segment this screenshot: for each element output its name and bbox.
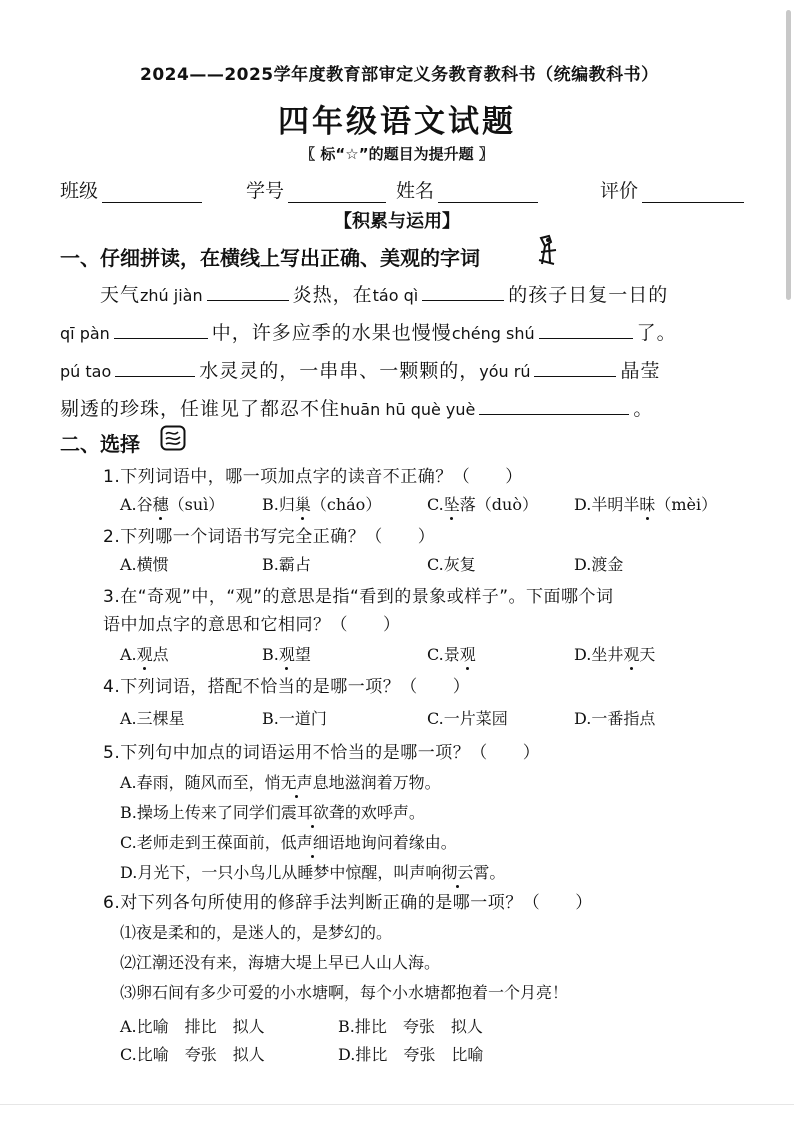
- q5-c-pre: C.老师走到王葆面前，: [120, 833, 281, 852]
- section-title: 【积累与运用】: [334, 211, 460, 232]
- q3-b-pre: B.: [262, 645, 279, 664]
- q4-option-d[interactable]: D.一番指点: [574, 709, 656, 728]
- q3-option-a[interactable]: [120, 642, 169, 665]
- q3-b-post: 望: [294, 645, 311, 664]
- answer-blank-1[interactable]: [207, 281, 289, 301]
- q1-option-c[interactable]: [427, 492, 538, 515]
- student-info-row: [60, 176, 750, 206]
- line3-text-b: 晶莹: [620, 360, 661, 382]
- answer-blank-5[interactable]: [115, 357, 195, 377]
- q1-option-b[interactable]: [262, 492, 381, 515]
- page-title: 四年级语文试题: [278, 104, 516, 140]
- q1-a-pre: A.谷: [120, 495, 153, 514]
- answer-blank-4[interactable]: [539, 319, 633, 339]
- q2-option-c[interactable]: C.灰复: [427, 555, 476, 574]
- line1-text-b: 炎热，在: [292, 284, 373, 306]
- pencil-icon: [536, 234, 562, 268]
- q5-a-pre: A.春雨，随风而至，: [120, 773, 265, 792]
- series-title: 2024——2025学年度教育部审定义务教育教科书（统编教科书）: [140, 65, 659, 85]
- q5-d-post: 。: [489, 863, 506, 882]
- part1-line3: [60, 356, 660, 383]
- q6-sentence-3: ⑶卵石间有多少可爱的小水塘啊，每个小水塘都抱着一个月亮！: [120, 983, 569, 1002]
- q3-option-c[interactable]: [427, 642, 476, 665]
- page-divider: [0, 1104, 794, 1105]
- class-blank[interactable]: [102, 181, 202, 203]
- q1-a-dotted: 穗: [153, 492, 169, 515]
- line2-text-a: 中，许多应季的水果也慢慢: [211, 322, 452, 344]
- q2-option-b[interactable]: B.霸占: [262, 555, 311, 574]
- question-3-stem-line2: 语中加点字的意思和它相同？（ ）: [103, 615, 401, 635]
- pinyin-huanhuqueyue: huān hū què yuè: [340, 400, 476, 419]
- question-4-stem: 4.下列词语，搭配不恰当的是哪一项？（ ）: [103, 677, 471, 697]
- q5-a-dotted: 悄无声息: [265, 770, 329, 793]
- q3-option-b[interactable]: [262, 642, 311, 665]
- q5-c-dotted: 低声细语: [281, 830, 345, 853]
- line3-text-a: 水灵灵的，一串串、一颗颗的，: [199, 360, 480, 382]
- answer-blank-6[interactable]: [534, 357, 616, 377]
- part1-line4: [60, 394, 653, 421]
- number-field[interactable]: [246, 176, 386, 203]
- q1-option-a[interactable]: [120, 492, 224, 515]
- q1-option-d[interactable]: [574, 492, 717, 515]
- q6-sentence-1: ⑴夜是柔和的，是迷人的，是梦幻的。: [120, 923, 393, 942]
- q5-option-c[interactable]: [120, 830, 457, 853]
- q4-option-a[interactable]: A.三棵星: [120, 709, 185, 728]
- answer-blank-2[interactable]: [422, 281, 504, 301]
- q5-option-b[interactable]: [120, 800, 425, 823]
- q4-option-b[interactable]: B.一道门: [262, 709, 327, 728]
- question-6-stem: 6.对下列各句所使用的修辞手法判断正确的是哪一项？（ ）: [103, 893, 593, 913]
- line1-text-c: 的孩子日复一日的: [508, 284, 669, 306]
- q5-b-dotted: 震耳欲聋: [281, 800, 345, 823]
- q5-option-a[interactable]: [120, 770, 441, 793]
- q1-c-pre: C.: [427, 495, 444, 514]
- q2-option-a[interactable]: A.横惯: [120, 555, 169, 574]
- question-2-stem: 2.下列哪一个词语书写完全正确？（ ）: [103, 527, 436, 547]
- q2-option-d[interactable]: D.渡金: [574, 555, 624, 574]
- evaluation-blank[interactable]: [642, 181, 744, 203]
- q3-c-pre: C.景: [427, 645, 460, 664]
- q5-d-dotted: 响彻云霄: [425, 860, 489, 883]
- line1-text-a: 天气: [100, 284, 141, 306]
- q6-option-b[interactable]: B.排比 夸张 拟人: [338, 1017, 483, 1036]
- answer-blank-7[interactable]: [479, 395, 629, 415]
- q1-c-dotted: 坠: [444, 492, 460, 515]
- q3-d-dotted: 观: [623, 642, 639, 665]
- q5-b-post: 的欢呼声。: [344, 803, 425, 822]
- pinyin-taoqi: táo qì: [372, 286, 419, 305]
- part1-line1: [100, 280, 668, 307]
- number-blank[interactable]: [288, 181, 386, 203]
- difficulty-note: 〖 标“☆”的题目为提升题 〗: [300, 145, 494, 163]
- name-field[interactable]: [396, 176, 538, 203]
- q3-a-pre: A.: [120, 645, 137, 664]
- q5-a-post: 地滋润着万物。: [328, 773, 441, 792]
- answer-blank-3[interactable]: [114, 319, 208, 339]
- line2-text-b: 了。: [636, 322, 677, 344]
- name-blank[interactable]: [438, 181, 538, 203]
- q3-option-d[interactable]: [574, 642, 655, 665]
- q6-option-c[interactable]: C.比喻 夸张 拟人: [120, 1045, 265, 1064]
- class-field[interactable]: [60, 176, 202, 203]
- evaluation-field[interactable]: [600, 176, 744, 203]
- pinyin-zhujian: zhú jiàn: [140, 286, 203, 305]
- q1-b-post: （cháo）: [310, 495, 382, 514]
- q6-option-d[interactable]: D.排比 夸张 比喻: [338, 1045, 484, 1064]
- line4-text-a: 剔透的珍珠，任谁见了都忍不住: [60, 398, 341, 420]
- q1-b-pre: B.归: [262, 495, 295, 514]
- q3-b-dotted: 观: [279, 642, 295, 665]
- q5-d-pre: D.月光下，一只小鸟儿从睡梦中惊醒，叫声: [120, 863, 426, 882]
- part2-heading: 二、选择: [60, 432, 140, 456]
- q5-option-d[interactable]: [120, 860, 505, 883]
- q4-option-c[interactable]: C.一片菜园: [427, 709, 508, 728]
- q1-d-post: （mèi）: [655, 495, 718, 514]
- q6-sentence-2: ⑵江潮还没有来，海塘大堤上早已人山人海。: [120, 953, 441, 972]
- pinyin-qipan: qī pàn: [60, 324, 110, 343]
- q3-d-pre: D.坐井: [574, 645, 624, 664]
- pinyin-putao: pú tao: [60, 362, 112, 381]
- scrollbar[interactable]: [786, 10, 791, 300]
- q3-d-post: 天: [639, 645, 656, 664]
- question-5-stem: 5.下列句中加点的词语运用不恰当的是哪一项？（ ）: [103, 743, 541, 763]
- class-label: 班级: [60, 180, 99, 202]
- number-label: 学号: [246, 180, 285, 202]
- q1-d-pre: D.半明半: [574, 495, 640, 514]
- name-label: 姓名: [396, 180, 435, 202]
- q5-c-post: 地询问着缘由。: [344, 833, 457, 852]
- q3-a-post: 点: [152, 645, 169, 664]
- q1-d-dotted: 昧: [639, 492, 655, 515]
- part1-line2: [60, 318, 677, 345]
- q6-option-a[interactable]: A.比喻 排比 拟人: [120, 1017, 265, 1036]
- pinyin-youru: yóu rú: [479, 362, 531, 381]
- q1-c-post: 落（duò）: [459, 495, 538, 514]
- part1-heading: 一、仔细拼读，在横线上写出正确、美观的字词: [60, 246, 480, 270]
- q3-c-dotted: 观: [460, 642, 476, 665]
- pinyin-chengshu: chéng shú: [451, 324, 535, 343]
- q1-b-dotted: 巢: [295, 492, 311, 515]
- question-1-stem: 1.下列词语中，哪一项加点字的读音不正确？（ ）: [103, 467, 523, 487]
- q3-a-dotted: 观: [137, 642, 153, 665]
- scribble-icon: [160, 425, 186, 451]
- q1-a-post: （suì）: [168, 495, 225, 514]
- q5-b-pre: B.操场上传来了同学们: [120, 803, 281, 822]
- evaluation-label: 评价: [600, 180, 639, 202]
- line4-text-b: 。: [633, 398, 654, 420]
- question-3-stem-line1: 3.在“奇观”中，“观”的意思是指“看到的景象或样子”。下面哪个词: [103, 587, 614, 607]
